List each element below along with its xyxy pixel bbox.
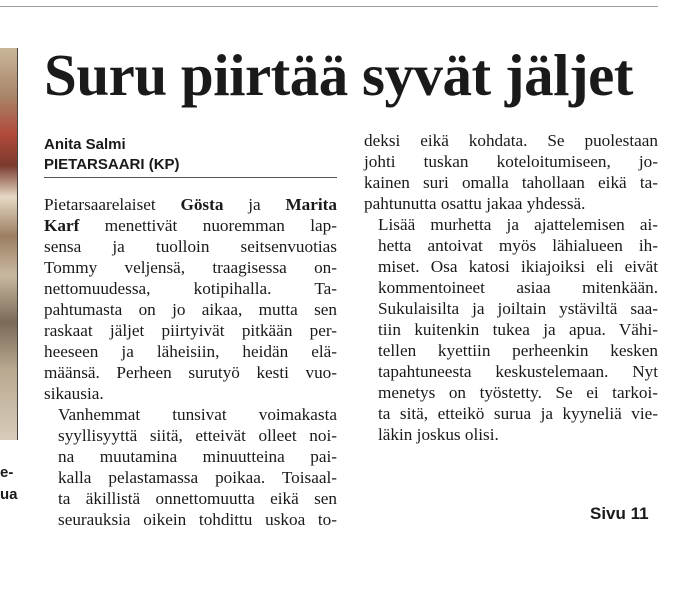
text-line: syyllisyyttä siitä, etteivät olleet noi- [58,426,337,445]
text-line: ta sitä, etteikö surua ja kyyneliä vie- [378,404,658,423]
text-line: deksi eikä kohdata. Se puolestaan [364,131,658,150]
text-line: menetys on työstetty. Se ei tarkoi- [378,383,658,402]
text-line: tapahtuneesta keskustelemaan. Nyt [378,362,658,381]
byline-rule [44,177,337,178]
text-line: pahtumasta on jo aikaa, mutta sen [44,300,337,319]
paragraph [44,194,337,404]
text-line: hetta antoivat myös lähialueen ih- [378,236,658,255]
text-line: pahtunutta osattu jakaa yhdessä. [364,194,586,213]
photo-caption [0,462,18,506]
article-column-left [44,194,337,530]
text-run: Pietarsaarelaiset [44,195,181,214]
text-line: kalla pelastamassa poikaa. Toisaal- [58,468,337,487]
text-line: läkin joskus olisi. [378,425,499,444]
photo-caption-line: ua [0,486,18,503]
text-line: Tommy veljensä, traagisessa on- [44,258,337,277]
article-column-right [364,130,658,445]
text-line: ta äkillistä onnettomuutta eikä sen [58,489,337,508]
text-line [44,215,337,236]
person-name: Karf [44,216,80,235]
text-line: miset. Osa katosi ikiajoiksi eli eivät [378,257,658,276]
text-line: kainen suri omalla tahollaan eikä ta- [364,173,658,192]
page-reference: Sivu 11 [590,504,649,523]
top-rule [0,6,658,7]
headline: Suru piirtää syvät jäljet [44,42,633,108]
text-line: sikausia. [44,384,104,403]
text-line: seurauksia oikein tohdittu uskoa to- [58,510,337,529]
text-line: kommentoineet asiaa mitenkään. [378,278,658,297]
text-line: tiin kuitenkin tukea ja apua. Vähi- [378,320,658,339]
photo-caption-line: e- [0,464,14,481]
text-line: heeseen ja läheisiin, heidän elä- [44,342,337,361]
text-line [44,194,337,215]
text-line: tellen kyettiin perheenkin kesken [378,341,658,360]
text-line: raskaat jäljet piirtyivät pitkään per- [44,321,337,340]
byline [44,135,180,175]
person-name: Marita [285,195,337,214]
text-run: ja [223,195,286,214]
text-line: nettomuudessa, kotipihalla. Ta- [44,279,337,298]
text-line: sensa ja tuolloin seitsenvuotias [44,237,337,256]
byline-author: Anita Salmi [44,136,126,153]
text-line: Sukulaisilta ja joiltain ystäviltä saa- [378,299,658,318]
paragraph [364,130,658,214]
paragraph [44,404,337,530]
text-line: Vanhemmat tunsivat voimakasta [58,405,337,424]
byline-location: PIETARSAARI (KP) [44,156,180,173]
person-name: Gösta [180,195,224,214]
text-line: na muutamina minuutteina pai- [58,447,337,466]
text-line: määnsä. Perheen surutyö kesti vuo- [44,363,337,382]
text-line: Lisää murhetta ja ajattelemisen ai- [378,215,658,234]
text-line: johti tuskan koteloitumiseen, jo- [364,152,658,171]
photo-edge [0,48,18,440]
text-run: menettivät nuoremman lap- [79,216,337,235]
paragraph [364,214,658,445]
